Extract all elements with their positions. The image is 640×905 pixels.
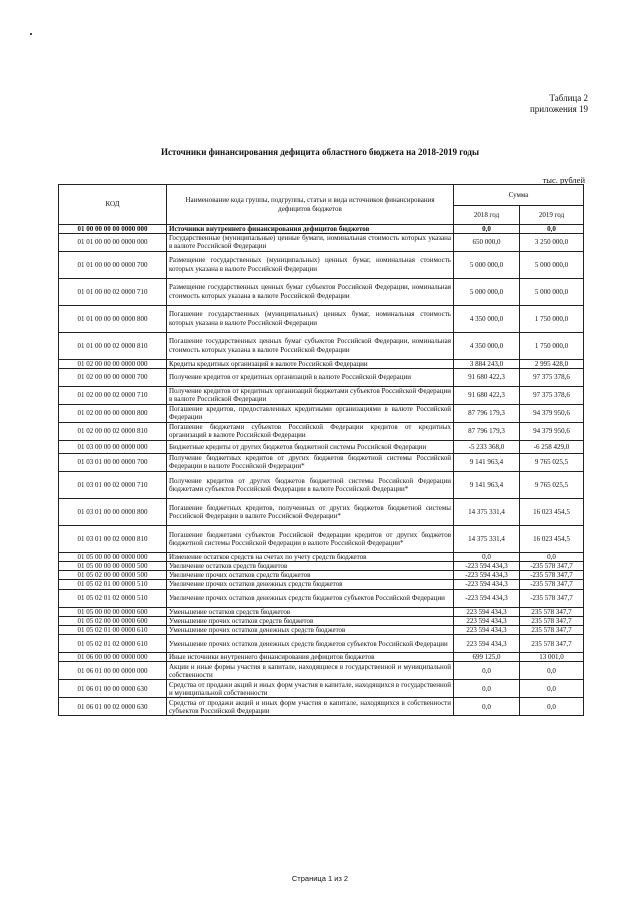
row-code: 01 05 02 01 00 0000 510	[59, 580, 167, 589]
table-header	[59, 185, 584, 225]
row-code: 01 05 00 00 00 0000 000	[59, 552, 167, 561]
row-value-2018: -223 594 434,3	[454, 580, 520, 589]
row-name: Погашение бюджетных кредитов, полученных от других бюджетов бюджетной системы Российской Федерации в валюте Российской Федерации*	[167, 498, 454, 525]
row-name: Погашение бюджетами субъектов Российской Федерации кредитов от других бюджетов бюджетной системы Российской Федерации в валюте Российской Федерации*	[167, 525, 454, 552]
row-value-2019: 16 023 454,5	[520, 525, 584, 552]
row-value-2019: 94 379 950,6	[520, 422, 584, 440]
row-value-2018: 14 375 331,4	[454, 498, 520, 525]
row-value-2018: 223 594 434,3	[454, 607, 520, 616]
row-name: Уменьшение прочих остатков средств бюджетов	[167, 616, 454, 625]
table-row	[59, 471, 584, 498]
row-name: Размещение государственных ценных бумаг субъектов Российской Федерации, номинальная стоимость которых указана в валюте Российской Федерации	[167, 278, 454, 305]
row-value-2019: -235 578 347,7	[520, 571, 584, 580]
row-value-2018: 699 125,0	[454, 653, 520, 662]
row-value-2018: 0,0	[454, 225, 520, 234]
row-code: 01 00 00 00 00 0000 000	[59, 225, 167, 234]
row-code: 01 03 01 00 02 0000 810	[59, 525, 167, 552]
table-row	[59, 251, 584, 278]
row-code: 01 02 00 00 00 0000 000	[59, 359, 167, 368]
row-name: Размещение государственных (муниципальных) ценных бумаг, номинальная стоимость которых указана в валюте Российской Федерации	[167, 251, 454, 278]
row-value-2019: 97 375 378,6	[520, 368, 584, 386]
table-row	[59, 662, 584, 680]
row-code: 01 03 01 00 02 0000 710	[59, 471, 167, 498]
row-name: Иные источники внутреннего финансирования дефицитов бюджетов	[167, 653, 454, 662]
row-value-2019: -6 258 429,0	[520, 440, 584, 453]
row-name: Акции и иные формы участия в капитале, находящиеся в государственной и муниципальной собственности	[167, 662, 454, 680]
table-row	[59, 278, 584, 305]
row-name: Увеличение прочих остатков денежных средств бюджетов субъектов Российской Федерации	[167, 589, 454, 607]
row-name: Получение кредитов от кредитных организаций бюджетами субъектов Российской Федерации в валюте Российской Федерации	[167, 386, 454, 404]
table-row	[59, 440, 584, 453]
table-row	[59, 359, 584, 368]
table-row	[59, 680, 584, 698]
table-row	[59, 616, 584, 625]
row-code: 01 06 01 00 02 0000 630	[59, 698, 167, 716]
table-row	[59, 571, 584, 580]
row-value-2019: 1 750 000,0	[520, 332, 584, 359]
row-value-2019: 235 578 347,7	[520, 626, 584, 635]
row-code: 01 05 00 00 00 0000 600	[59, 607, 167, 616]
row-value-2018: 87 796 179,3	[454, 404, 520, 422]
table-row	[59, 422, 584, 440]
row-value-2019: 9 765 025,5	[520, 471, 584, 498]
row-value-2019: 5 000 000,0	[520, 278, 584, 305]
row-name: Уменьшение остатков средств бюджетов	[167, 607, 454, 616]
row-code: 01 01 00 00 00 0000 700	[59, 251, 167, 278]
row-value-2019: 235 578 347,7	[520, 616, 584, 625]
row-value-2019: 0,0	[520, 225, 584, 234]
row-value-2018: 5 000 000,0	[454, 278, 520, 305]
row-name: Увеличение остатков средств бюджетов	[167, 562, 454, 571]
financing-sources-table	[58, 184, 584, 716]
row-value-2019: 94 379 950,6	[520, 404, 584, 422]
table-row	[59, 332, 584, 359]
table-row	[59, 589, 584, 607]
row-code: 01 06 01 00 00 0000 000	[59, 662, 167, 680]
table-row	[59, 607, 584, 616]
row-name: Получение кредитов от кредитных организаций в валюте Российской Федерации	[167, 368, 454, 386]
row-value-2018: 4 350 000,0	[454, 332, 520, 359]
table-reference	[530, 93, 588, 115]
units-label: тыс. рублей	[542, 175, 585, 185]
table-row	[59, 653, 584, 662]
row-value-2018: 0,0	[454, 662, 520, 680]
row-value-2018: -223 594 434,3	[454, 571, 520, 580]
row-value-2019: -235 578 347,7	[520, 589, 584, 607]
row-code: 01 02 00 00 02 0000 810	[59, 422, 167, 440]
appendix-reference: приложения 19	[529, 104, 588, 114]
row-value-2019: -235 578 347,7	[520, 580, 584, 589]
row-code: 01 01 00 00 00 0000 000	[59, 234, 167, 251]
table-row	[59, 580, 584, 589]
row-name: Погашение кредитов, предоставленных кредитными организациями в валюте Российской Федерации	[167, 404, 454, 422]
row-code: 01 05 02 00 00 0000 500	[59, 571, 167, 580]
row-value-2018: 14 375 331,4	[454, 525, 520, 552]
row-value-2019: 16 023 454,5	[520, 498, 584, 525]
row-name: Средства от продажи акций и иных форм участия в капитале, находящихся в государственной и муниципальной собственности	[167, 680, 454, 698]
table-row	[59, 453, 584, 471]
row-value-2019: -235 578 347,7	[520, 562, 584, 571]
page-title: Источники финансирования дефицита областного бюджета на 2018-2019 годы	[161, 147, 479, 157]
row-name: Средства от продажи акций и иных форм участия в капитале, находящихся в собственности субъектов Российской Федерации	[167, 698, 454, 716]
row-name: Уменьшение прочих остатков денежных средств бюджетов субъектов Российской Федерации	[167, 635, 454, 653]
row-code: 01 06 00 00 00 0000 000	[59, 653, 167, 662]
row-name: Бюджетные кредиты от других бюджетов бюджетной системы Российской Федерации	[167, 440, 454, 453]
row-code: 01 05 02 01 02 0000 610	[59, 635, 167, 653]
row-name: Получение кредитов от других бюджетов бюджетной системы Российской Федерации бюджетами субъектов Российской Федерации в валюте Российской Федерации*	[167, 471, 454, 498]
row-name: Уменьшение прочих остатков денежных средств бюджетов	[167, 626, 454, 635]
table-number: Таблица 2	[549, 93, 588, 103]
row-value-2019: 0,0	[520, 552, 584, 561]
row-value-2019: 2 995 428,0	[520, 359, 584, 368]
table-row	[59, 698, 584, 716]
row-code: 01 03 00 00 00 0000 000	[59, 440, 167, 453]
row-code: 01 06 01 00 00 0000 630	[59, 680, 167, 698]
row-value-2018: 223 594 434,3	[454, 616, 520, 625]
table-row	[59, 552, 584, 561]
row-name: Погашение государственных ценных бумаг субъектов Российской Федерации, номинальная стоимость которых указана в валюте Российской Федерации	[167, 332, 454, 359]
row-name: Увеличение прочих остатков денежных средств бюджетов	[167, 580, 454, 589]
row-value-2019: 0,0	[520, 662, 584, 680]
row-value-2019: 1 750 000,0	[520, 305, 584, 332]
row-value-2019: 5 000 000,0	[520, 251, 584, 278]
table-row	[59, 234, 584, 251]
table-row	[59, 525, 584, 552]
row-value-2019: 235 578 347,7	[520, 607, 584, 616]
row-code: 01 05 02 01 02 0000 510	[59, 589, 167, 607]
row-value-2019: 13 001,0	[520, 653, 584, 662]
row-value-2018: 650 000,0	[454, 234, 520, 251]
row-code: 01 01 00 00 02 0000 810	[59, 332, 167, 359]
row-value-2018: 91 680 422,3	[454, 386, 520, 404]
table-body	[59, 225, 584, 716]
row-name: Кредиты кредитных организаций в валюте Российской Федерации	[167, 359, 454, 368]
row-value-2018: 3 884 243,0	[454, 359, 520, 368]
row-value-2018: 91 680 422,3	[454, 368, 520, 386]
scan-speck	[30, 33, 32, 35]
row-name: Увеличение прочих остатков средств бюджетов	[167, 571, 454, 580]
row-code: 01 01 00 00 00 0000 800	[59, 305, 167, 332]
table-row	[59, 498, 584, 525]
table-row	[59, 626, 584, 635]
row-value-2018: 87 796 179,3	[454, 422, 520, 440]
row-name: Получение бюджетных кредитов от других бюджетов бюджетной системы Российской Федерации в валюте Российской Федерации*	[167, 453, 454, 471]
row-name: Государственные (муниципальные) ценные бумаги, номинальная стоимость которых указана в валюте Российской Федерации	[167, 234, 454, 251]
column-header-name: Наименование кода группы, подгруппы, статьи и вида источников финансирования дефицитов бюджетов	[167, 185, 454, 225]
row-code: 01 05 02 01 00 0000 610	[59, 626, 167, 635]
row-value-2019: 9 765 025,5	[520, 453, 584, 471]
row-value-2018: 5 000 000,0	[454, 251, 520, 278]
row-value-2019: 0,0	[520, 698, 584, 716]
column-header-2018: 2018 год	[454, 206, 520, 225]
column-header-sum: Сумма	[454, 185, 584, 206]
row-value-2019: 0,0	[520, 680, 584, 698]
row-value-2018: 4 350 000,0	[454, 305, 520, 332]
row-code: 01 02 00 00 02 0000 710	[59, 386, 167, 404]
row-code: 01 02 00 00 00 0000 800	[59, 404, 167, 422]
row-code: 01 02 00 00 00 0000 700	[59, 368, 167, 386]
row-value-2018: 9 141 963,4	[454, 471, 520, 498]
table-row	[59, 368, 584, 386]
table-row	[59, 635, 584, 653]
row-value-2018: -5 233 368,0	[454, 440, 520, 453]
row-name: Погашение бюджетами субъектов Российской Федерации кредитов от кредитных организаций в валюте Российской Федерации	[167, 422, 454, 440]
row-value-2018: 223 594 434,3	[454, 626, 520, 635]
row-value-2018: -223 594 434,3	[454, 589, 520, 607]
row-value-2019: 3 250 000,0	[520, 234, 584, 251]
row-value-2018: -223 594 434,3	[454, 562, 520, 571]
column-header-code: КОД	[59, 185, 167, 225]
table-row	[59, 225, 584, 234]
row-name: Источники внутреннего финансирования дефицитов бюджетов	[167, 225, 454, 234]
row-name: Погашение государственных (муниципальных) ценных бумаг, номинальная стоимость которых указана в валюте Российской Федерации	[167, 305, 454, 332]
row-value-2018: 0,0	[454, 680, 520, 698]
table-row	[59, 404, 584, 422]
row-code: 01 05 00 00 00 0000 500	[59, 562, 167, 571]
column-header-2019: 2019 год	[520, 206, 584, 225]
table-row	[59, 305, 584, 332]
row-value-2018: 223 594 434,3	[454, 635, 520, 653]
page-footer: Страница 1 из 2	[291, 874, 349, 883]
table-row	[59, 386, 584, 404]
row-code: 01 01 00 00 02 0000 710	[59, 278, 167, 305]
row-code: 01 05 02 00 00 0000 600	[59, 616, 167, 625]
row-value-2018: 9 141 963,4	[454, 453, 520, 471]
row-code: 01 03 01 00 00 0000 700	[59, 453, 167, 471]
row-name: Изменение остатков средств на счетах по учету средств бюджетов	[167, 552, 454, 561]
row-value-2019: 97 375 378,6	[520, 386, 584, 404]
row-value-2018: 0,0	[454, 552, 520, 561]
table-row	[59, 562, 584, 571]
row-value-2019: 235 578 347,7	[520, 635, 584, 653]
row-code: 01 03 01 00 00 0000 800	[59, 498, 167, 525]
row-value-2018: 0,0	[454, 698, 520, 716]
